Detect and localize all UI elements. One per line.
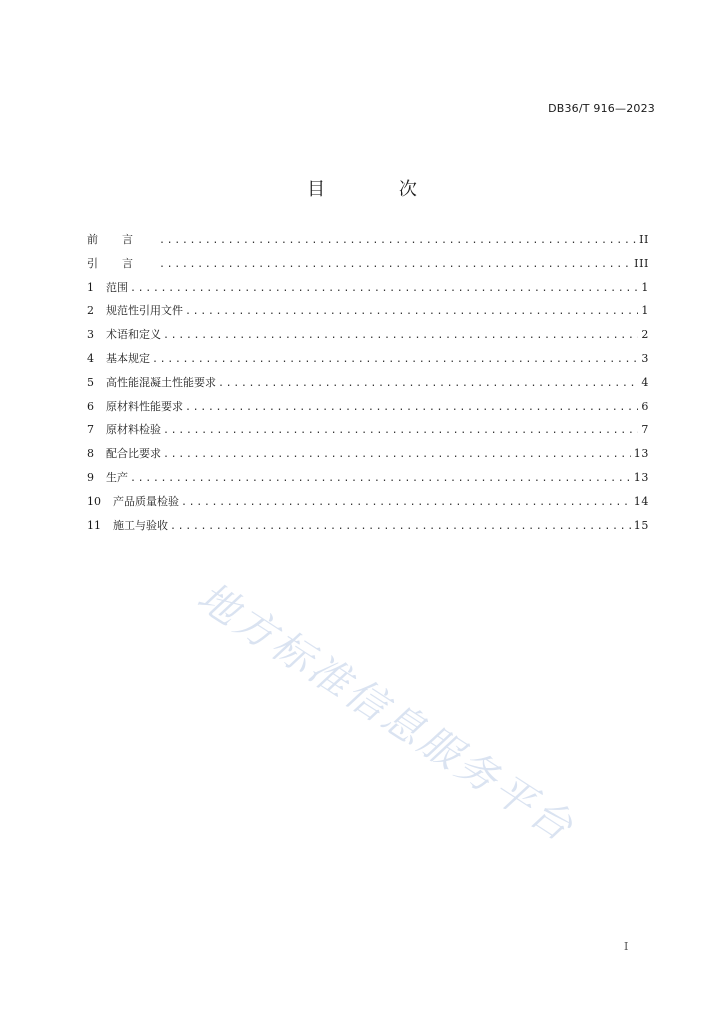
toc-entry-number: 10 xyxy=(87,494,101,508)
toc-entry-number: 8 xyxy=(87,447,94,461)
toc-leader-dots xyxy=(130,283,638,294)
toc-entry[interactable] xyxy=(87,302,649,326)
toc-entry-title: 范围 xyxy=(106,280,128,294)
toc-leader-dots xyxy=(185,306,638,317)
toc-leader-dots xyxy=(130,473,631,484)
toc-entry-number: 7 xyxy=(87,423,94,437)
toc-leader-dots xyxy=(163,330,638,341)
toc-leader-dots xyxy=(218,378,638,389)
toc-entry-page: 3 xyxy=(641,351,649,365)
toc-entry-number: 4 xyxy=(87,351,94,365)
toc-leader-dots xyxy=(152,354,638,365)
toc-entry-number: 5 xyxy=(87,375,94,389)
toc-entry[interactable] xyxy=(87,231,649,255)
watermark: 地方标准信息服务平台 xyxy=(189,573,584,853)
toc-entry[interactable] xyxy=(87,421,649,445)
toc-entry-title: 规范性引用文件 xyxy=(106,304,183,318)
toc-entry-page: 6 xyxy=(641,399,649,413)
toc-leader-dots xyxy=(170,521,631,532)
toc-entry-title: 高性能混凝土性能要求 xyxy=(106,375,216,389)
toc-leader-dots xyxy=(163,449,631,460)
toc-entry-number: 9 xyxy=(87,470,94,484)
toc-entry-title: 原材料性能要求 xyxy=(106,399,183,413)
toc-entry[interactable] xyxy=(87,350,649,374)
toc-leader-dots xyxy=(159,235,636,246)
toc-entry-page: 13 xyxy=(633,447,649,461)
toc-leader-dots xyxy=(163,425,638,436)
toc-entry-page: 2 xyxy=(641,328,649,342)
page-number: I xyxy=(624,940,629,953)
toc-entry-page: 14 xyxy=(633,494,649,508)
toc-entry-number: 2 xyxy=(87,304,94,318)
toc-entry-number: 3 xyxy=(87,328,94,342)
toc-leader-dots xyxy=(181,497,631,508)
toc-entry-page: 1 xyxy=(641,304,649,318)
toc-entry[interactable] xyxy=(87,517,649,541)
toc-entry-title: 施工与验收 xyxy=(113,518,168,532)
toc-entry-page: 7 xyxy=(641,423,649,437)
toc-entry[interactable] xyxy=(87,493,649,517)
toc-entry-title: 前言 xyxy=(87,233,157,246)
toc-entry-title: 配合比要求 xyxy=(106,447,161,461)
table-of-contents xyxy=(87,231,649,540)
toc-entry-number: 1 xyxy=(87,280,94,294)
toc-entry-page: 15 xyxy=(633,518,649,532)
toc-leader-dots xyxy=(185,402,638,413)
document-code: DB36/T 916—2023 xyxy=(548,102,655,115)
toc-entry[interactable] xyxy=(87,469,649,493)
toc-entry-number: 6 xyxy=(87,399,94,413)
toc-entry-title: 产品质量检验 xyxy=(113,494,179,508)
toc-entry-title: 引言 xyxy=(87,256,157,270)
toc-entry-page: III xyxy=(634,256,649,270)
toc-entry[interactable] xyxy=(87,445,649,469)
toc-entry[interactable] xyxy=(87,255,649,279)
toc-entry[interactable] xyxy=(87,398,649,422)
toc-entry-title: 术语和定义 xyxy=(106,328,161,342)
page-title: 目 次 xyxy=(307,179,451,200)
toc-entry-page: 1 xyxy=(641,280,649,294)
toc-entry[interactable] xyxy=(87,326,649,350)
toc-entry-page: 13 xyxy=(633,470,649,484)
toc-entry-page: 4 xyxy=(641,375,649,389)
toc-entry-title: 原材料检验 xyxy=(106,423,161,437)
toc-entry-page: II xyxy=(639,233,649,246)
toc-leader-dots xyxy=(159,259,631,270)
toc-entry-title: 基本规定 xyxy=(106,351,150,365)
toc-entry[interactable] xyxy=(87,279,649,303)
toc-entry[interactable] xyxy=(87,374,649,398)
toc-entry-title: 生产 xyxy=(106,470,128,484)
toc-entry-number: 11 xyxy=(87,518,101,532)
